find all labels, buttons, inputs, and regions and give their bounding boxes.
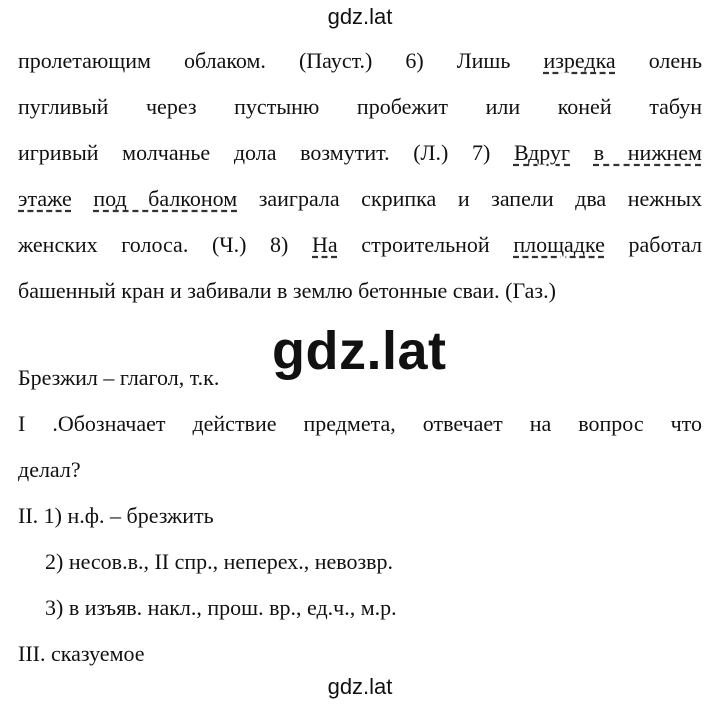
passage-line-4-text: заиграла скрипка и запели два нежных — [237, 186, 703, 211]
underlined-phrase-v-nizhnem: в нижнем — [593, 140, 702, 165]
passage-line-4 — [18, 176, 702, 222]
watermark-top: gdz.lat — [327, 4, 393, 29]
passage-line-6: башенный кран и забивали в землю бетонные сваи. (Газ.) — [18, 278, 556, 303]
passage-line-5-mid: строительной — [337, 232, 514, 257]
analysis-item-2-sub-2: 2) несов.в., II спр., неперех., невозвр. — [45, 549, 394, 574]
passage-line-1 — [18, 38, 702, 84]
underlined-word-na: На — [312, 232, 338, 257]
analysis-heading: Брезжил – глагол, т.к. — [18, 365, 220, 390]
passage-line-1-text: пролетающим облаком. (Пауст.) 6) Лишь — [18, 48, 544, 73]
underlined-word-etazhe: этаже — [18, 186, 72, 211]
underlined-phrase-pod-balkonom: под балконом — [93, 186, 238, 211]
underlined-word-izredka: изредка — [543, 48, 616, 73]
passage-text — [18, 38, 702, 314]
underlined-word-ploshchadke: площадке — [513, 232, 605, 257]
passage-line-5-end: работал — [604, 232, 702, 257]
underlined-word-vdrug: Вдруг — [513, 140, 571, 165]
watermark-bottom: gdz.lat — [327, 674, 393, 699]
passage-line-5-text: женских голоса. (Ч.) 8) — [18, 232, 313, 257]
analysis-item-2: II. 1) н.ф. – брезжить — [18, 503, 214, 528]
watermark-middle: gdz.lat — [272, 321, 447, 381]
space — [570, 140, 594, 165]
analysis-item-1-line-2: делал? — [18, 457, 81, 482]
passage-line-5 — [18, 222, 702, 268]
analysis-item-3: III. сказуемое — [18, 641, 145, 666]
passage-line-2: пугливый через пустыню пробежит или коней табун — [18, 94, 702, 119]
passage-line-1-end: олень — [615, 48, 702, 73]
analysis-block — [18, 355, 702, 677]
analysis-item-2-sub-3: 3) в изъяв. накл., прош. вр., ед.ч., м.р. — [45, 595, 397, 620]
passage-line-3 — [18, 130, 702, 176]
space — [72, 186, 94, 211]
passage-line-3-text: игривый молчанье дола возмутит. (Л.) 7) — [18, 140, 514, 165]
analysis-item-1-line-1: I .Обозначает действие предмета, отвечает на вопрос что — [18, 411, 702, 436]
